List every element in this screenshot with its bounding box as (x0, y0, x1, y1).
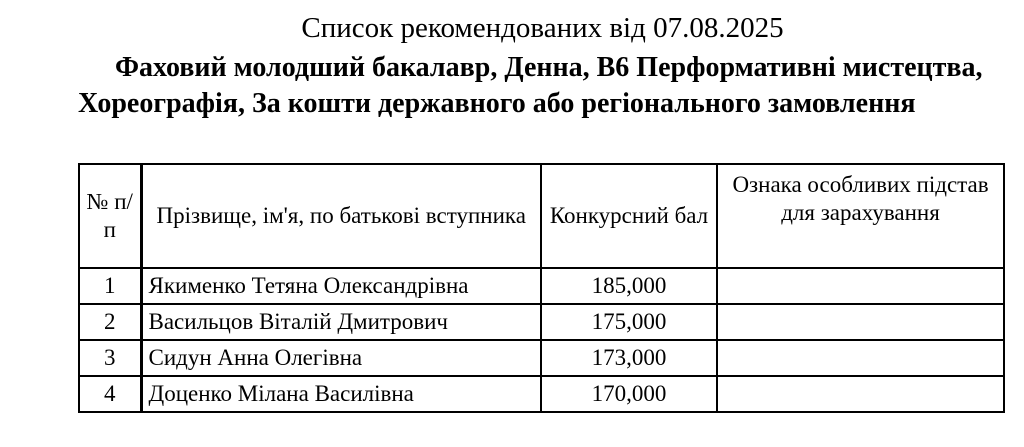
row-number: 4 (79, 376, 141, 412)
table-header-row (79, 164, 1004, 268)
table-row (79, 376, 1004, 412)
competitive-score: 170,000 (541, 376, 717, 412)
special-grounds (717, 340, 1004, 376)
header-number: № п/п (79, 164, 141, 268)
header-score: Конкурсний бал (541, 164, 717, 268)
applicant-name: Васильцов Віталій Дмитрович (141, 304, 541, 340)
competitive-score: 173,000 (541, 340, 717, 376)
row-number: 3 (79, 340, 141, 376)
applicant-name: Доценко Мілана Василівна (141, 376, 541, 412)
program-subtitle: Фаховий молодший бакалавр, Денна, B6 Перформативні мистецтва, Хореографія, За кошти державного або регіонального замовлення (78, 52, 983, 119)
competitive-score: 185,000 (541, 268, 717, 304)
table-row (79, 340, 1004, 376)
page-title: Список рекомендованих від 07.08.2025 (301, 12, 784, 44)
row-number: 2 (79, 304, 141, 340)
competitive-score: 175,000 (541, 304, 717, 340)
row-number: 1 (79, 268, 141, 304)
special-grounds (717, 376, 1004, 412)
recommended-applicants-table (78, 163, 1005, 413)
table-row (79, 268, 1004, 304)
header-special-grounds: Ознака особливих підстав для зарахування (717, 164, 1004, 268)
special-grounds (717, 304, 1004, 340)
applicant-name: Якименко Тетяна Олександрівна (141, 268, 541, 304)
special-grounds (717, 268, 1004, 304)
applicant-name: Сидун Анна Олегівна (141, 340, 541, 376)
header-name: Прізвище, ім'я, по батькові вступника (141, 164, 541, 268)
table-row (79, 304, 1004, 340)
